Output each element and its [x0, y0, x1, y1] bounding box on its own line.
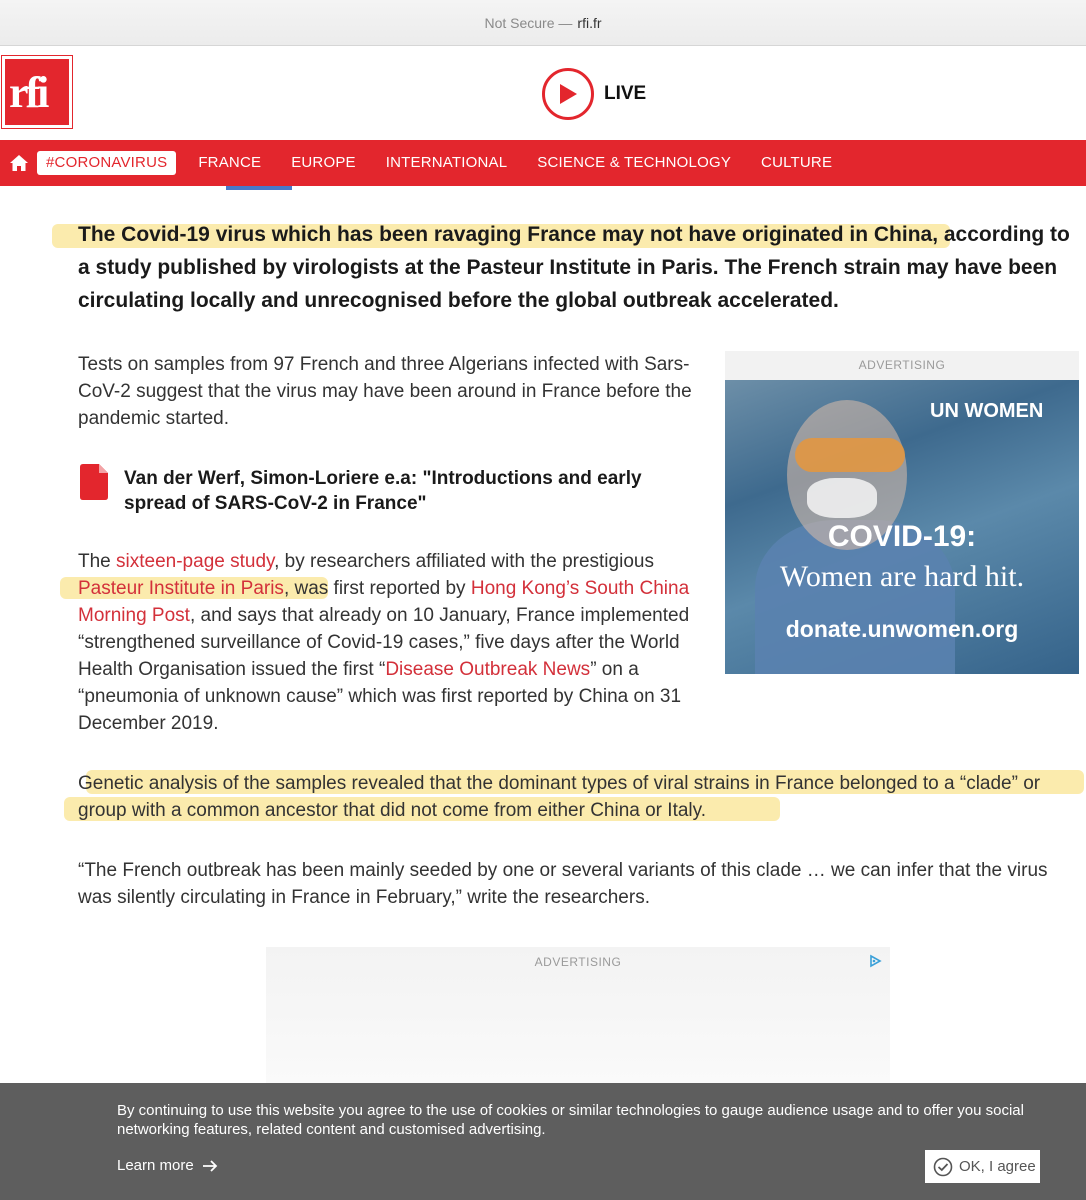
- link-scmp[interactable]: Hong Kong’s South China Morning Post: [78, 578, 690, 626]
- domain-label: rfi.fr: [577, 14, 602, 31]
- pdf-file-icon: [80, 464, 108, 500]
- nav-item-international[interactable]: INTERNATIONAL: [385, 154, 508, 171]
- paragraph-3: Genetic analysis of the samples revealed that the dominant types of viral strains in France belonged to a “clade” or group with a common ancestor that did not come from either China or Italy.: [78, 773, 1041, 821]
- rfi-logo[interactable]: [2, 56, 72, 128]
- p2-text: , by researchers affiliated with the prestigious: [274, 551, 654, 572]
- document-link-title: Van der Werf, Simon-Loriere e.a: "Introductions and early spread of SARS-CoV-2 in France": [124, 468, 642, 514]
- ad-url: donate.unwomen.org: [785, 616, 1019, 642]
- ad-image: [725, 380, 1079, 674]
- nav-item-france[interactable]: FRANCE: [198, 154, 262, 171]
- logo-text: rfi: [9, 68, 47, 117]
- p2-text: ” on a “pneumonia of unknown cause” which was first reported by China on 31 December 2019.: [78, 659, 682, 734]
- nav-underline: [226, 186, 292, 190]
- live-button[interactable]: [542, 68, 646, 120]
- bottom-advertisement[interactable]: [266, 947, 890, 1087]
- cookie-banner: [0, 1083, 1086, 1200]
- nav-item-culture[interactable]: CULTURE: [761, 154, 833, 171]
- p2-text: , was first reported by: [283, 578, 471, 599]
- site-header: [0, 46, 1086, 140]
- security-label: Not Secure —: [484, 14, 573, 31]
- p2-text: , and says that already on 10 January, France implemented “strengthened surveillance of Covid-19 cases,” five days after the World Health Organisation issued the first “: [78, 605, 690, 680]
- ad-brand: UN WOMEN: [930, 400, 1044, 422]
- paragraph-4: “The French outbreak has been mainly seeded by one or several variants of this clade … we can infer that the virus was silently circulating in France in February,” write the researchers.: [78, 860, 1048, 908]
- p2-text: The: [78, 551, 117, 572]
- home-icon[interactable]: [0, 140, 37, 186]
- paragraph-2: [78, 548, 698, 737]
- ok-agree-button[interactable]: [925, 1150, 1040, 1183]
- article-lead: The Covid-19 virus which has been ravaging France may not have originated in China, according to a study published by virologists at the Pasteur Institute in Paris. The French strain may have been circulating locally and unrecognised before the global outbreak accelerated.: [78, 223, 1070, 312]
- main-nav: [0, 140, 1086, 186]
- ad-figure: [807, 478, 877, 518]
- side-advertisement[interactable]: [725, 351, 1079, 674]
- nav-item-coronavirus[interactable]: #CORONAVIRUS: [37, 151, 176, 175]
- learn-more-label: Learn more: [117, 1157, 194, 1174]
- live-label: LIVE: [604, 83, 647, 104]
- ad-headline: COVID-19:: [827, 520, 977, 553]
- ad-label: ADVERTISING: [534, 955, 622, 969]
- arrow-right-icon: [202, 1160, 218, 1172]
- adchoices-icon[interactable]: [868, 954, 882, 968]
- link-pasteur-institute[interactable]: Pasteur Institute in Paris: [78, 578, 284, 599]
- cookie-text: By continuing to use this website you agree to the use of cookies or similar technologies to gauge audience usage and to offer you social networking features, related content and customised advertising.: [117, 1102, 1024, 1138]
- address-bar[interactable]: [0, 0, 1086, 46]
- ok-agree-label: OK, I agree: [959, 1158, 1036, 1175]
- paragraph-1: Tests on samples from 97 French and three Algerians infected with Sars-CoV-2 suggest that the virus may have been around in France before the pandemic started.: [78, 354, 692, 429]
- play-icon: [542, 68, 594, 120]
- nav-item-europe[interactable]: EUROPE: [291, 154, 356, 171]
- ad-label: ADVERTISING: [858, 358, 946, 372]
- check-circle-icon: [933, 1157, 953, 1177]
- ad-figure: [795, 438, 905, 472]
- learn-more-link[interactable]: [117, 1157, 218, 1174]
- ad-subline: Women are hard hit.: [779, 560, 1025, 593]
- link-disease-outbreak-news[interactable]: Disease Outbreak News: [385, 659, 591, 680]
- document-link[interactable]: [78, 464, 678, 524]
- link-sixteen-page-study[interactable]: sixteen-page study: [116, 551, 275, 572]
- nav-item-science-technology[interactable]: SCIENCE & TECHNOLOGY: [537, 154, 732, 171]
